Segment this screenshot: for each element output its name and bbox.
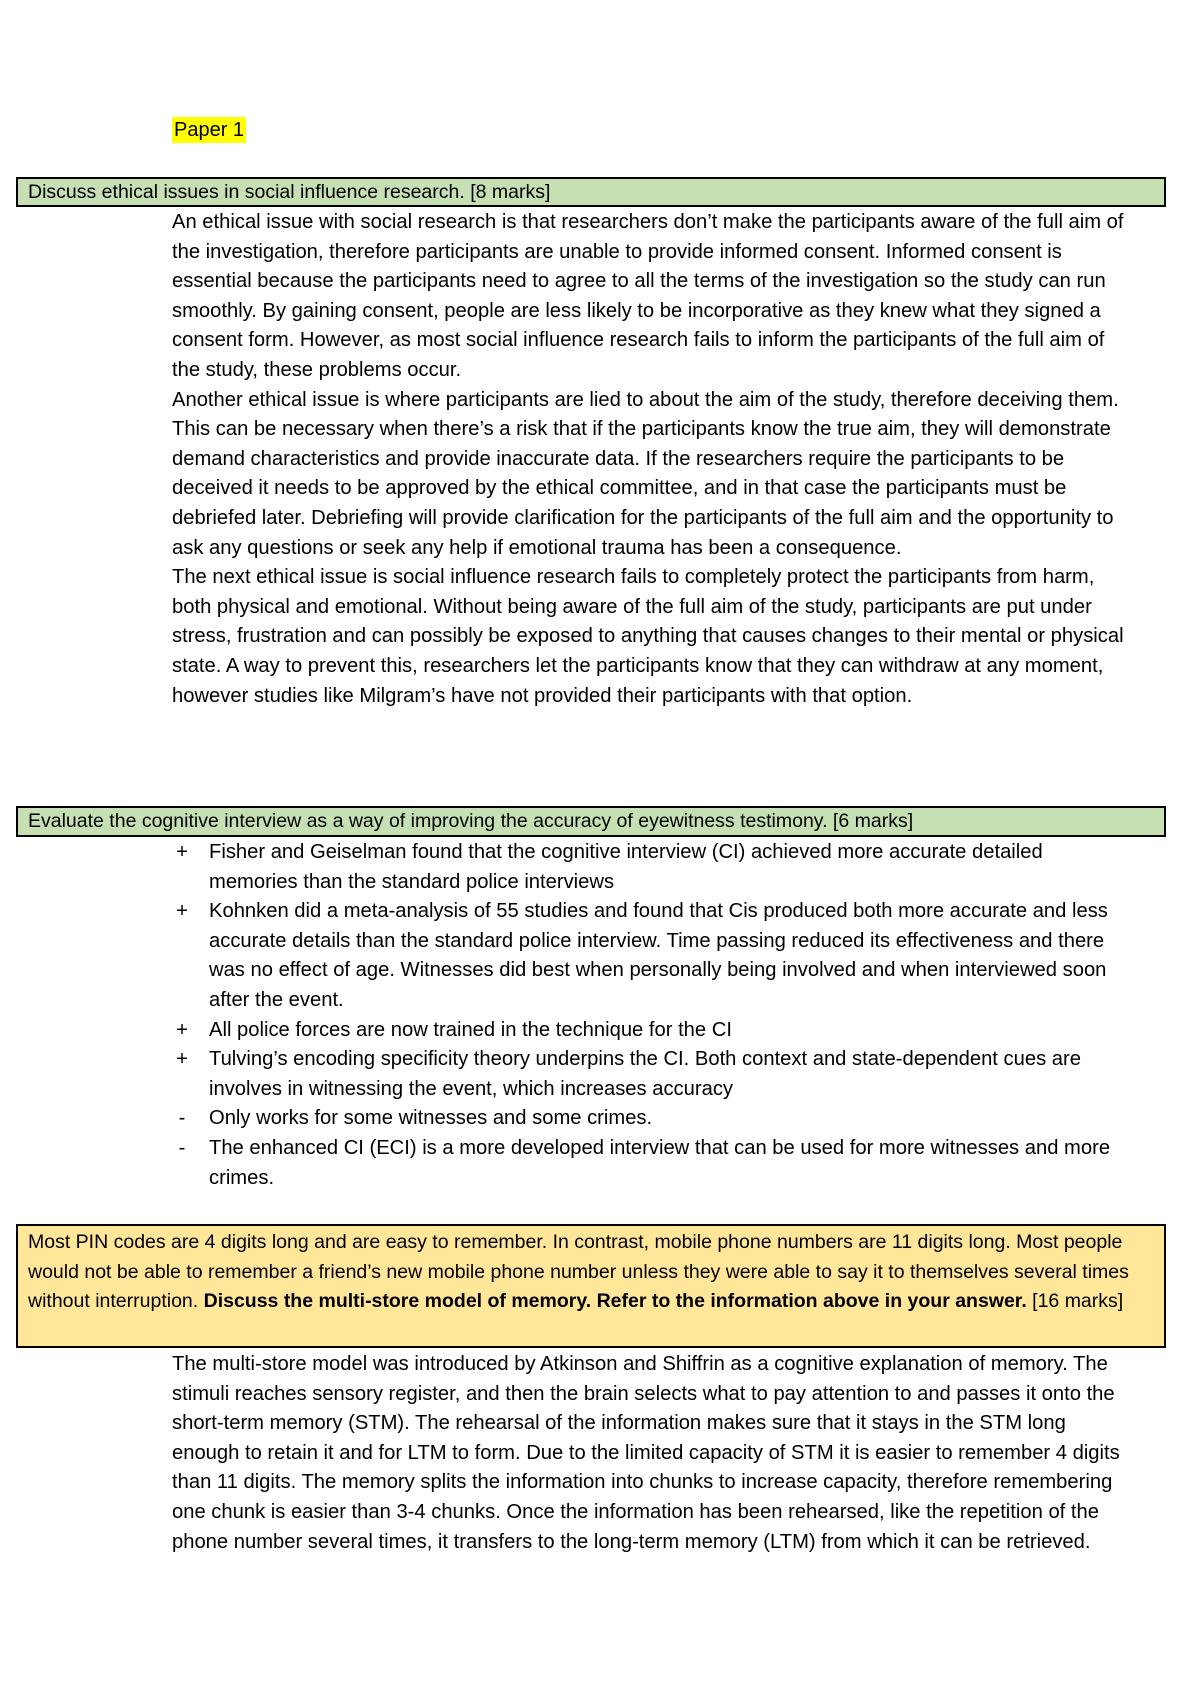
point-text: Only works for some witnesses and some crimes. [209, 1107, 653, 1130]
point-text: Kohnken did a meta-analysis of 55 studies and found that Cis produced both more accurate and less accurate details than the standard police interview. Time passing reduced its effectiveness and there was no effect of age. Witnesses did best when personally being involved and when interviewed soon after the event. [209, 900, 1108, 1011]
point-sign: + [176, 900, 188, 923]
evaluation-point [172, 1134, 1132, 1193]
point-text: Tulving’s encoding specificity theory underpins the CI. Both context and state-dependent cues are involves in witnessing the event, which increases accuracy [209, 1048, 1081, 1100]
question-1-answer [172, 208, 1132, 711]
point-text: All police forces are now trained in the technique for the CI [209, 1018, 732, 1041]
question-3-marks: [16 marks] [1026, 1290, 1124, 1312]
point-text: The enhanced CI (ECI) is a more developed interview that can be used for more witnesses and more crimes. [209, 1136, 1111, 1189]
question-3-task: Discuss the multi-store model of memory. Refer to the information above in your answer. [203, 1290, 1027, 1312]
evaluation-point [172, 1045, 1132, 1104]
evaluation-point [172, 838, 1132, 897]
question-2-points [172, 838, 1132, 1193]
evaluation-point [172, 1016, 1132, 1046]
answer-paragraph: Another ethical issue is where participants are lied to about the aim of the study, therefore deceiving them. This can be necessary when there’s a risk that if the participants know the true aim, they will demonstrate demand characteristics and provide inaccurate data. If the researchers require the participants to be deceived it needs to be approved by the ethical committee, and in that case the participants must be debriefed later. Debriefing will provide clarification for the participants of the full aim and the opportunity to ask any questions or seek any help if emotional trauma has been a consequence. [172, 388, 1119, 559]
point-sign: - [178, 1107, 186, 1130]
answer-paragraph: The multi-store model was introduced by Atkinson and Shiffrin as a cognitive explanation of memory. The stimuli reaches sensory register, and then the brain selects what to pay attention to and passes it onto the short-term memory (STM). The rehearsal of the information makes sure that it stays in the STM long enough to retain it and for LTM to form. Due to the limited capacity of STM it is easier to remember 4 digits than 11 digits. The memory splits the information into chunks to increase capacity, therefore remembering one chunk is easier than 3-4 chunks. Once the information has been rehearsed, like the repetition of the phone number several times, it transfers to the long-term memory (LTM) from which it can be retrieved. [172, 1353, 1120, 1553]
question-2-box [16, 806, 1166, 837]
question-3-box [16, 1224, 1166, 1348]
paper-title: Paper 1 [174, 119, 245, 141]
question-1-box [16, 177, 1166, 207]
answer-paragraph: The next ethical issue is social influence research fails to completely protect the participants from harm, both physical and emotional. Without being aware of the full aim of the study, participants are put under stress, frustration and can possibly be exposed to anything that causes changes to their mental or physical state. A way to prevent this, researchers let the participants know that they can withdraw at any moment, however studies like Milgram’s have not provided their participants with that option. [172, 566, 1124, 707]
point-sign: + [176, 1048, 188, 1071]
question-3-answer [172, 1350, 1132, 1557]
point-sign: + [176, 841, 188, 863]
point-text: Fisher and Geiselman found that the cognitive interview (CI) achieved more accurate detailed memories than the standard police interviews [209, 841, 1043, 893]
point-sign: + [176, 1018, 188, 1041]
evaluation-point [172, 1104, 1132, 1134]
question-3-stem: Most PIN codes are 4 digits long and are easy to remember. In contrast, mobile phone numbers are 11 digits long. Most people would not be able to remember a friend’s new mobile phone number unless they were able to say it to themselves several times without interruption. [28, 1231, 1129, 1312]
answer-paragraph: An ethical issue with social research is that researchers don’t make the participants aware of the full aim of the investigation, therefore participants are unable to provide informed consent. Informed consent is essential because the participants need to agree to all the terms of the investigation so the study can run smoothly. By gaining consent, people are less likely to be incorporative as they knew what they signed a consent form. However, as most social influence research fails to inform the participants of the full aim of the study, these problems occur. [172, 211, 1124, 381]
evaluation-point [172, 897, 1132, 1015]
question-1-prompt: Discuss ethical issues in social influence research. [8 marks] [28, 181, 551, 203]
point-sign: - [178, 1136, 186, 1159]
question-2-prompt: Evaluate the cognitive interview as a way of improving the accuracy of eyewitness testimony. [6 marks] [28, 810, 914, 832]
